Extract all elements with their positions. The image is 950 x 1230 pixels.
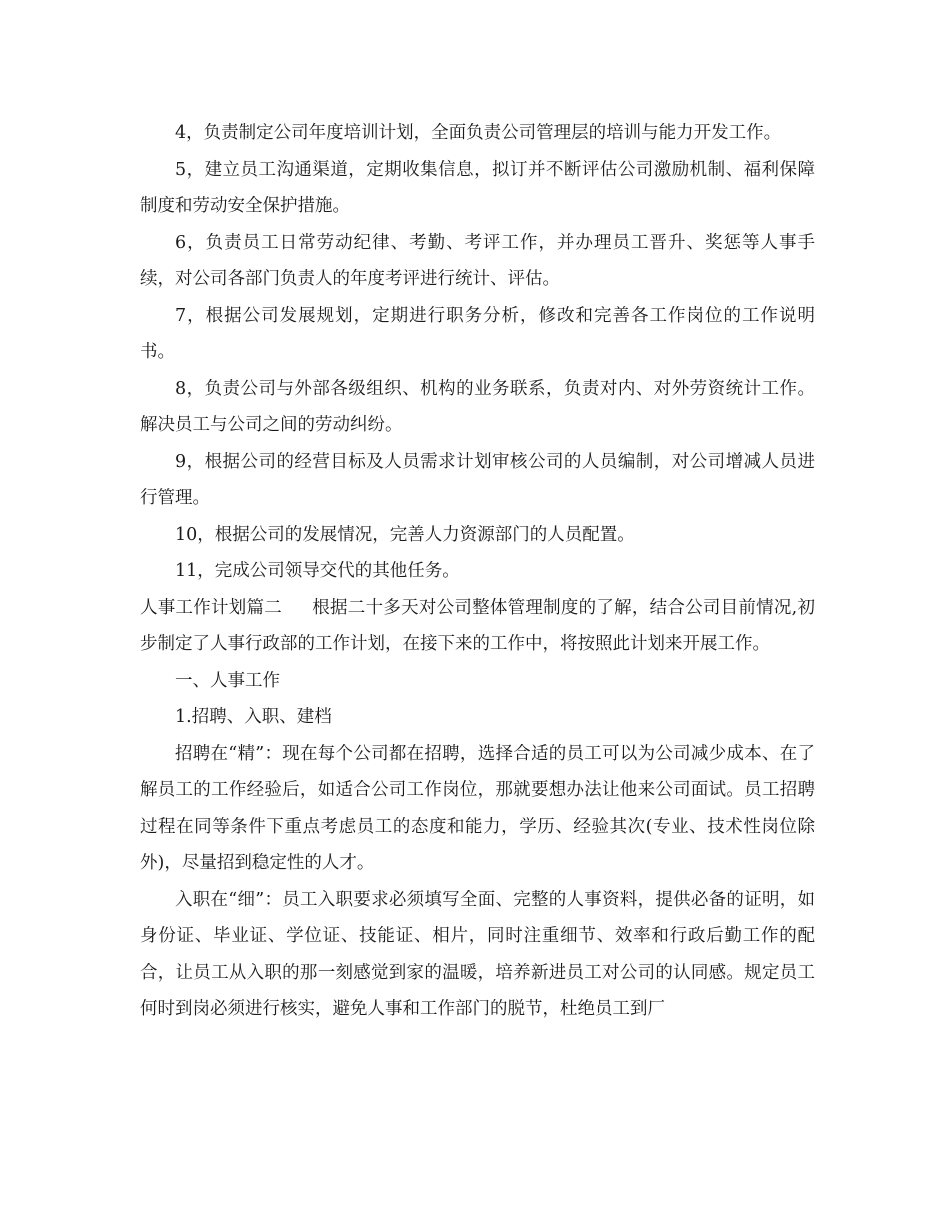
document-body [140,115,815,1028]
heading-personnel-work: 一、人事工作 [175,670,280,691]
paragraph-item-7: 7，根据公司发展规划，定期进行职务分析，修改和完善各工作岗位的工作说明书。 [140,305,815,362]
heading-recruit-onboard-archive: 1.招聘、入职、建档 [175,707,332,727]
paragraph-item-9: 9，根据公司的经营目标及人员需求计划审核公司的人员编制，对公司增减人员进行管理。 [140,451,815,508]
paragraph-item-4: 4，负责制定公司年度培训计划，全面负责公司管理层的培训与能力开发工作。 [175,123,782,143]
section-title: 人事工作计划篇二 [140,597,283,618]
section-intro: 根据二十多天对公司整体管理制度的了解，结合公司目前情况,初步制定了人事行政部的工作计划，在接下来的工作中，将按照此计划来开展工作。 [140,597,816,654]
recruit-paragraph: 招聘在“精”：现在每个公司都在招聘，选择合适的员工可以为公司减少成本、在了解员工的工作经验后，如适合公司工作岗位，那就要想办法让他来公司面试。员工招聘过程在同等条件下重点考虑员工的态度和能力，学历、经验其次(专业、技术性岗位除外)，尽量招到稳定性的人才。 [140,743,815,873]
onboard-paragraph: 入职在“细”：员工入职要求必须填写全面、完整的人事资料，提供必备的证明，如身份证、毕业证、学位证、技能证、相片，同时注重细节、效率和行政后勤工作的配合，让员工从入职的那一刻感觉到家的温暖，培养新进员工对公司的认同感。规定员工何时到岗必须进行核实，避免人事和工作部门的脱节，杜绝员工到厂 [140,889,815,1019]
paragraph-item-6: 6，负责员工日常劳动纪律、考勤、考评工作，并办理员工晋升、奖惩等人事手续，对公司各部门负责人的年度考评进行统计、评估。 [140,232,815,289]
paragraph-item-10: 10，根据公司的发展情况，完善人力资源部门的人员配置。 [175,524,635,545]
paragraph-item-8: 8，负责公司与外部各级组织、机构的业务联系，负责对内、对外劳资统计工作。解决员工与公司之间的劳动纠纷。 [140,378,815,435]
section-intro-paragraph [140,590,815,663]
paragraph-item-5: 5，建立员工沟通渠道，定期收集信息，拟订并不断评估公司激励机制、福利保障制度和劳动安全保护措施。 [140,159,815,216]
paragraph-item-11: 11，完成公司领导交代的其他任务。 [175,561,460,581]
